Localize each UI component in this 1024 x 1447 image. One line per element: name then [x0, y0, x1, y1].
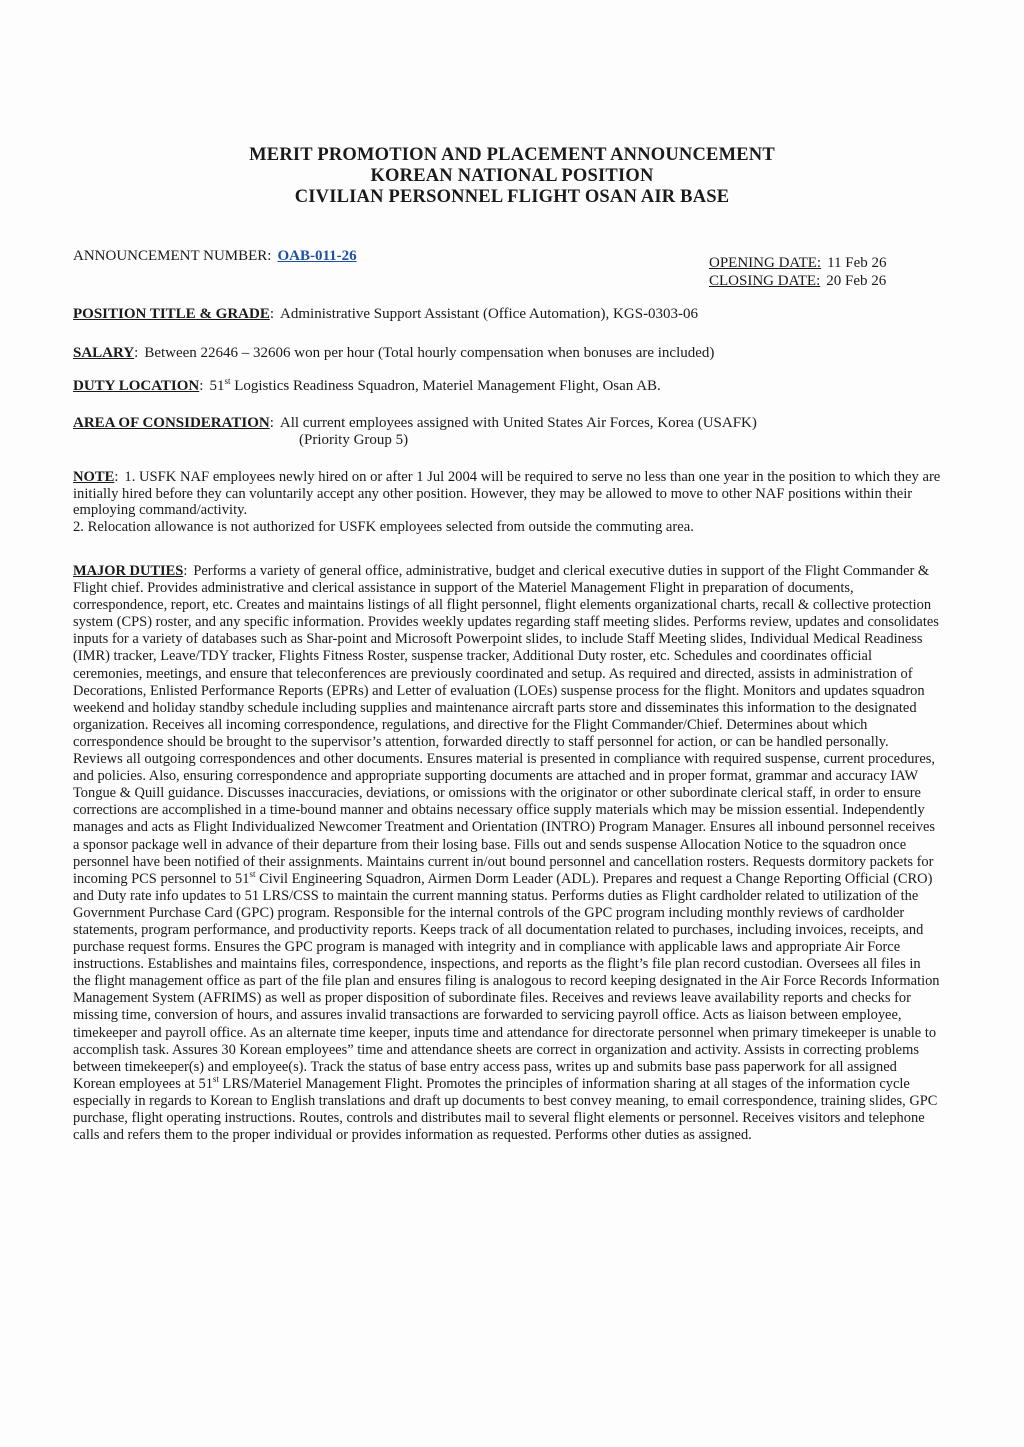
note-section: NOTE: 1. USFK NAF employees newly hired on or after 1 Jul 2004 will be required to serve no less than one year in the position to which they are initially hired before they can voluntarily accept any other position. However, they may be allowed to move to other NAF positions within their employing command/activity. 2. Relocation allowance is not authorized for USFK employees selected from outside the commuting area. [73, 469, 941, 535]
closing-date-label: CLOSING DATE: [709, 273, 821, 289]
major-duties-ordinal-1: st [249, 868, 256, 879]
major-duties-text-2: Civil Engineering Squadron, Airmen Dorm Leader (ADL). Prepares and request a Change Reporting Official (CRO) and Duty rate info updates to 51 LRS/CSS to maintain the current manning status. Performs duties as Flight cardholder related to utilization of the Government Purchase Card (GPC) program. Responsible for the internal controls of the GPC program including monthly reviews of cardholder statements, program performance, and productivity reports. Keeps track of all documentation related to purchases, including invoices, receipts, and purchase request forms. Ensures the GPC program is managed with integrity and in compliance with applicable laws and appropriate Air Force instructions. Establishes and maintains files, correspondence, inspections, and reports as the flight’s file plan record custodian. Oversees all files in the flight management office as part of the file plan and ensures filing is analogous to record keeping designated in the Air Force Records Information Management System (AFRIMS) as well as proper disposition of subordinate files. Receives and reviews leave availability reports and checks for missing time, conversion of hours, and assures invalid transactions are forwarded to servicing payroll office. Acts as liaison between employee, timekeeper and payroll office. As an alternate time keeper, inputs time and attendance for directorate personnel when primary timekeeper is unable to accomplish task. Assures 30 Korean employees” time and attendance sheets are correct in organization and activity. Assists in correcting problems between timekeeper(s) and employee(s). Track the status of base entry access pass, writes up and submits base pass paperwork for all assigned Korean employees at 51 [73, 870, 940, 1092]
note-label: NOTE [73, 469, 115, 485]
duty-location-value: Logistics Readiness Squadron, Materiel Management Flight, Osan AB. [230, 378, 661, 394]
major-duties-text-1: Performs a variety of general office, administrative, budget and clerical executive duties in support of the Flight Commander & Flight chief. Provides administrative and clerical assistance in support of the Materiel Management Flight in preparation of documents, correspondence, report, etc. Creates and maintains listings of all flight personnel, flight elements organizational charts, recall & collective protection system (CPS) roster, and any specific information. Provides weekly updates regarding staff meeting slides. Performs review, updates and consolidates inputs for a variety of databases such as Shar-point and Microsoft Powerpoint slides, to include Staff Meeting slides, Individual Medical Readiness (IMR) tracker, Leave/TDY tracker, Flights Fitness Roster, suspense tracker, Additional Duty roster, etc. Schedules and coordinates official ceremonies, meetings, and ensure that teleconferences are previously coordinated and setup. As required and directed, assists in administration of Decorations, Enlisted Performance Reports (EPRs) and Letter of evaluation (LOEs) suspense process for the flight. Monitors and updates squadron weekend and holiday standby schedule including supplies and maintenance aircraft parts store and disseminates this information to the designated organization. Receives all incoming correspondence, regulations, and directive for the Flight Commander/Chief. Determines about which correspondence should be brought to the supervisor’s attention, forwarded directly to staff personnel for action, or can be handled personally. Reviews all outgoing correspondences and other documents. Ensures material is presented in compliance with required suspense, current procedures, and policies. Also, ensuring correspondence and appropriate supporting documents are attached and in proper format, grammar and accuracy IAW Tongue & Quill guidance. Discusses inaccuracies, deviations, or omissions with the originator or other subordinate clerical staff, in order to ensure corrections are accomplished in a time-bound manner and obtains necessary office supply materials which may be mission essential. Independently manages and acts as Flight Individualized Newcomer Treatment and Orientation (INTRO) Program Manager. Ensures all inbound personnel receives a sponsor package well in advance of their departure from their losing base. Fills out and sends suspense Allocation Notice to the squadron once personnel have been notified of their assignments. Maintains current in/out bound personnel and cancellation rosters. Requests dormitory packets for incoming PCS personnel to 51 [73, 563, 939, 887]
opening-date-label: OPENING DATE: [709, 255, 822, 271]
duty-location-row: DUTY LOCATION: 51st Logistics Readiness Squadron, Materiel Management Flight, Osan AB. [73, 376, 661, 394]
area-of-consideration-row: AREA OF CONSIDERATION: All current employees assigned with United States Air Forces, Korea (USAFK) (Priority Group 5) [73, 415, 757, 448]
title-line-3: CIVILIAN PERSONNEL FLIGHT OSAN AIR BASE [294, 187, 730, 207]
major-duties-ordinal-2: st [212, 1074, 219, 1084]
note-item-2: 2. Relocation allowance is not authorized for USFK employees selected from outside the commuting area. [73, 518, 694, 535]
major-duties-label: MAJOR DUTIES [73, 563, 184, 579]
announcement-number-row [73, 248, 357, 265]
major-duties-section: MAJOR DUTIES: Performs a variety of general office, administrative, budget and clerical executive duties in support of the Flight Commander & Flight chief. Provides administrative and clerical assistance in support of the Materiel Management Flight in preparation of documents, correspondence, report, etc. Creates and maintains listings of all flight personnel, flight elements organizational charts, recall & collective protection system (CPS) roster, and any specific information. Provides weekly updates regarding staff meeting slides. Performs review, updates and consolidates inputs for a variety of databases such as Shar-point and Microsoft Powerpoint slides, to include Staff Meeting slides, Individual Medical Readiness (IMR) tracker, Leave/TDY tracker, Flights Fitness Roster, suspense tracker, Additional Duty roster, etc. Schedules and coordinates official ceremonies, meetings, and ensure that teleconferences are previously coordinated and setup. As required and directed, assists in administration of Decorations, Enlisted Performance Reports (EPRs) and Letter of evaluation (LOEs) suspense process for the flight. Monitors and updates squadron weekend and holiday standby schedule including supplies and maintenance aircraft parts store and disseminates this information to the designated organization. Receives all incoming correspondence, regulations, and directive for the Flight Commander/Chief. Determines about which correspondence should be brought to the supervisor’s attention, forwarded directly to staff personnel for action, or can be handled personally. Reviews all outgoing correspondences and other documents. Ensures material is presented in compliance with required suspense, current procedures, and policies. Also, ensuring correspondence and appropriate supporting documents are attached and in proper format, grammar and accuracy IAW Tongue & Quill guidance. Discusses inaccuracies, deviations, or omissions with the originator or other subordinate clerical staff, in order to ensure corrections are accomplished in a time-bound manner and obtains necessary office supply materials which may be mission essential. Independently manages and acts as Flight Individualized Newcomer Treatment and Orientation (INTRO) Program Manager. Ensures all inbound personnel receives a sponsor package well in advance of their departure from their losing base. Fills out and sends suspense Allocation Notice to the squadron once personnel have been notified of their assignments. Maintains current in/out bound personnel and cancellation rosters. Requests dormitory packets for incoming PCS personnel to 51st Civil Engineering Squadron, Airmen Dorm Leader (ADL). Prepares and request a Change Reporting Official (CRO) and Duty rate info updates to 51 LRS/CSS to maintain the current manning status. Performs duties as Flight cardholder related to utilization of the Government Purchase Card (GPC) program. Responsible for the internal controls of the GPC program including monthly reviews of cardholder statements, program performance, and productivity reports. Keeps track of all documentation related to purchases, including invoices, receipts, and purchase request forms. Ensures the GPC program is managed with integrity and in compliance with applicable laws and appropriate Air Force instructions. Establishes and maintains files, correspondence, inspections, and reports as the flight’s file plan record custodian. Oversees all files in the flight management office as part of the file plan and ensures filing is analogous to record keeping designated in the Air Force Records Information Management System (AFRIMS) as well as proper disposition of subordinate files. Receives and reviews leave availability reports and checks for missing time, conversion of hours, and assures invalid transactions are forwarded to servicing payroll office. Acts as liaison between employee, timekeeper and payroll office. As an alternate time keeper, inputs time and attendance for directorate personnel when primary timekeeper is unable to accomplish task. Assures 30 Korean employees” time and attendance sheets are correct in organization and activity. Assists in correcting problems between timekeeper(s) and employee(s). Track the status of base entry access pass, writes up and submits base pass paperwork for all assigned Korean employees at 51st LRS/Materiel Management Flight. Promotes the principles of information sharing at all stages of the information cycle especially in regards to Korean to English translations and draft up documents to best convey meaning, to email correspondence, training slides, GPC purchase, flight operating instructions. Routes, controls and distributes mail to several flight elements or personnel. Receives visitors and telephone calls and refers them to the proper individual or provides information as requested. Performs other duties as assigned. [73, 563, 940, 1144]
duty-location-label: DUTY LOCATION [73, 378, 200, 394]
title-line-2: KOREAN NATIONAL POSITION [370, 166, 654, 186]
title-line-1: MERIT PROMOTION AND PLACEMENT ANNOUNCEMENT [249, 145, 775, 165]
announcement-number-label: ANNOUNCEMENT NUMBER: [73, 248, 272, 264]
area-of-consideration-value: All current employees assigned with United States Air Forces, Korea (USAFK) [279, 415, 757, 431]
note-item-1: 1. USFK NAF employees newly hired on or after 1 Jul 2004 will be required to serve no less than one year in the position to which they are initially hired before they can voluntarily accept any other position. However, they may be allowed to move to other NAF positions within their employing command/activity. [73, 469, 941, 518]
salary-label: SALARY [73, 345, 135, 361]
position-title-row: POSITION TITLE & GRADE: Administrative Support Assistant (Office Automation), KGS-0303-06 [73, 306, 699, 322]
document-title [0, 145, 1024, 208]
opening-date-value: 11 Feb 26 [827, 255, 887, 271]
duty-location-number: 51 [209, 378, 225, 394]
dates-block [709, 254, 887, 290]
position-title-label: POSITION TITLE & GRADE [73, 306, 270, 322]
announcement-number-link[interactable]: OAB-011-26 [277, 248, 357, 264]
closing-date-row [709, 272, 887, 290]
area-of-consideration-group: (Priority Group 5) [299, 432, 409, 448]
duty-location-ordinal: st [224, 376, 231, 386]
salary-row: SALARY: Between 22646 – 32606 won per hour (Total hourly compensation when bonuses are included) [73, 345, 715, 361]
area-of-consideration-label: AREA OF CONSIDERATION [73, 415, 270, 431]
opening-date-row [709, 254, 887, 272]
closing-date-value: 20 Feb 26 [826, 273, 887, 289]
position-title-value: Administrative Support Assistant (Office Automation), KGS-0303-06 [280, 306, 699, 322]
salary-value: Between 22646 – 32606 won per hour (Total hourly compensation when bonuses are included) [144, 345, 715, 361]
major-duties-text-3: LRS/Materiel Management Flight. Promotes the principles of information sharing at all stages of the information cycle especially in regards to Korean to English translations and draft up documents to best convey meaning, to email correspondence, training slides, GPC purchase, flight operating instructions. Routes, controls and distributes mail to several flight elements or personnel. Receives visitors and telephone calls and refers them to the proper individual or provides information as requested. Performs other duties as assigned. [73, 1075, 938, 1144]
